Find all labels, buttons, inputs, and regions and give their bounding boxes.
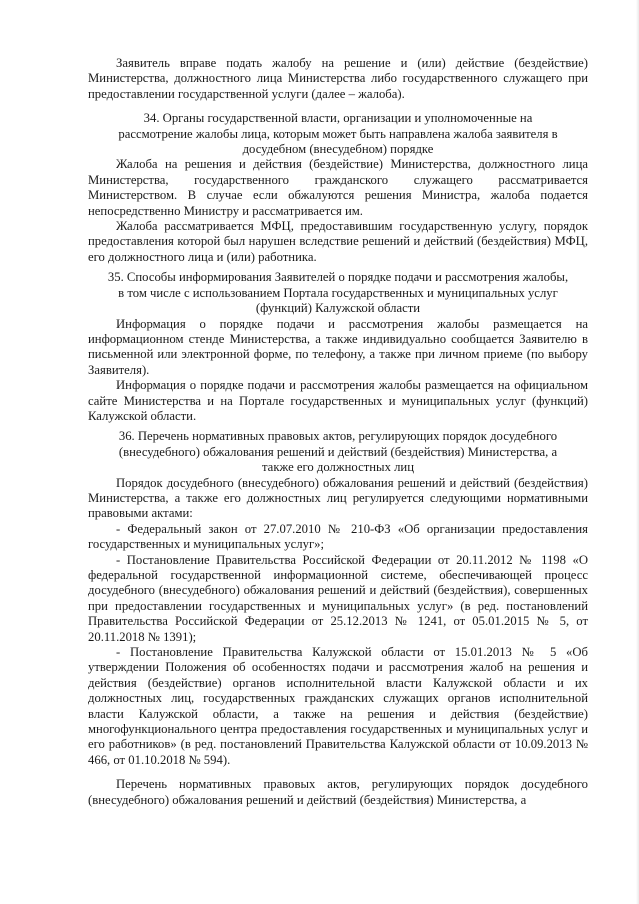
paragraph-info-stand: Информация о порядке подачи и рассмотрения жалобы размещается на информационном стенде Министерства, а также индивидуально сообщается Заявителю в письменной или электронной форме, по телефону, а также при личном приеме (по выбору Заявителя).: [88, 316, 588, 377]
list-item-kaluga-resolution: - Постановление Правительства Калужской области от 15.01.2013 № 5 «Об утверждении Положения об особенностях подачи и рассмотрения жалоб на решения и действия (бездействие) органов исполнительной власти Калужской области и их должностных лиц, государственных гражданских служащих органов исполнительной власти Калужской области, а также на решения и действия (бездействие) многофункционального центра предоставления государственных и муниципальных услуг и его работников» (в ред. постановлений Правительства Калужской области от 10.09.2013 № 466, от 01.10.2018 № 594).: [88, 645, 588, 767]
paragraph-complaint-ministry: Жалоба на решения и действия (бездействие) Министерства, должностного лица Министерства, государственного гражданского служащего рассматривается Министерством. В случае если обжалуются решения Министра, жалоба подается непосредственно Министру и рассматривается им.: [88, 157, 588, 218]
document-page: [88, 56, 588, 808]
list-item-federal-law: - Федеральный закон от 27.07.2010 № 210-ФЗ «Об организации предоставления государственных и муниципальных услуг»;: [88, 521, 588, 552]
section-heading-36: 36. Перечень нормативных правовых актов, регулирующих порядок досудебного (внесудебного) обжалования решений и действий (бездействия) Министерства, а также его должностных лиц: [118, 429, 558, 475]
paragraph-info-portal: Информация о порядке подачи и рассмотрения жалобы размещается на официальном сайте Министерства и на Портале государственных и муниципальных услуг (функций) Калужской области.: [88, 378, 588, 423]
section-heading-34: 34. Органы государственной власти, организации и уполномоченные на рассмотрение жалобы лица, которым может быть направлена жалоба заявителя в досудебном (внесудебном) порядке: [118, 111, 558, 157]
paragraph-complaint-mfc: Жалоба рассматривается МФЦ, предоставившим государственную услугу, порядок предоставления которой был нарушен вследствие решений и действий (бездействия) МФЦ, его должностного лица и (или) работника.: [88, 219, 588, 264]
paragraph-right-to-complain: Заявитель вправе подать жалобу на решение и (или) действие (бездействие) Министерства, должностного лица Министерства либо государственного служащего при предоставлении государственной услуги (далее – жалоба).: [88, 56, 588, 101]
paragraph-appeal-procedure: Порядок досудебного (внесудебного) обжалования решений и действий (бездействия) Министерства, а также его должностных лиц регулируется следующими нормативными правовыми актами:: [88, 475, 588, 521]
section-heading-35: 35. Способы информирования Заявителей о порядке подачи и рассмотрения жалобы, в том числе с использованием Портала государственных и муниципальных услуг (функций) Калужской области: [107, 270, 569, 316]
paragraph-list-of-acts: Перечень нормативных правовых актов, регулирующих порядок досудебного (внесудебного) обжалования решений и действий (бездействия) Министерства, а: [88, 777, 588, 807]
list-item-government-resolution: - Постановление Правительства Российской Федерации от 20.11.2012 № 1198 «О федеральной государственной информационной системе, обеспечивающей процесс досудебного (внесудебного) обжалования решений и действий (бездействия), совершенных при предоставлении государственных и муниципальных услуг» (в ред. постановлений Правительства Российской Федерации от 25.12.2013 № 1241, от 05.01.2015 № 5, от 20.11.2018 № 1391);: [88, 552, 588, 644]
